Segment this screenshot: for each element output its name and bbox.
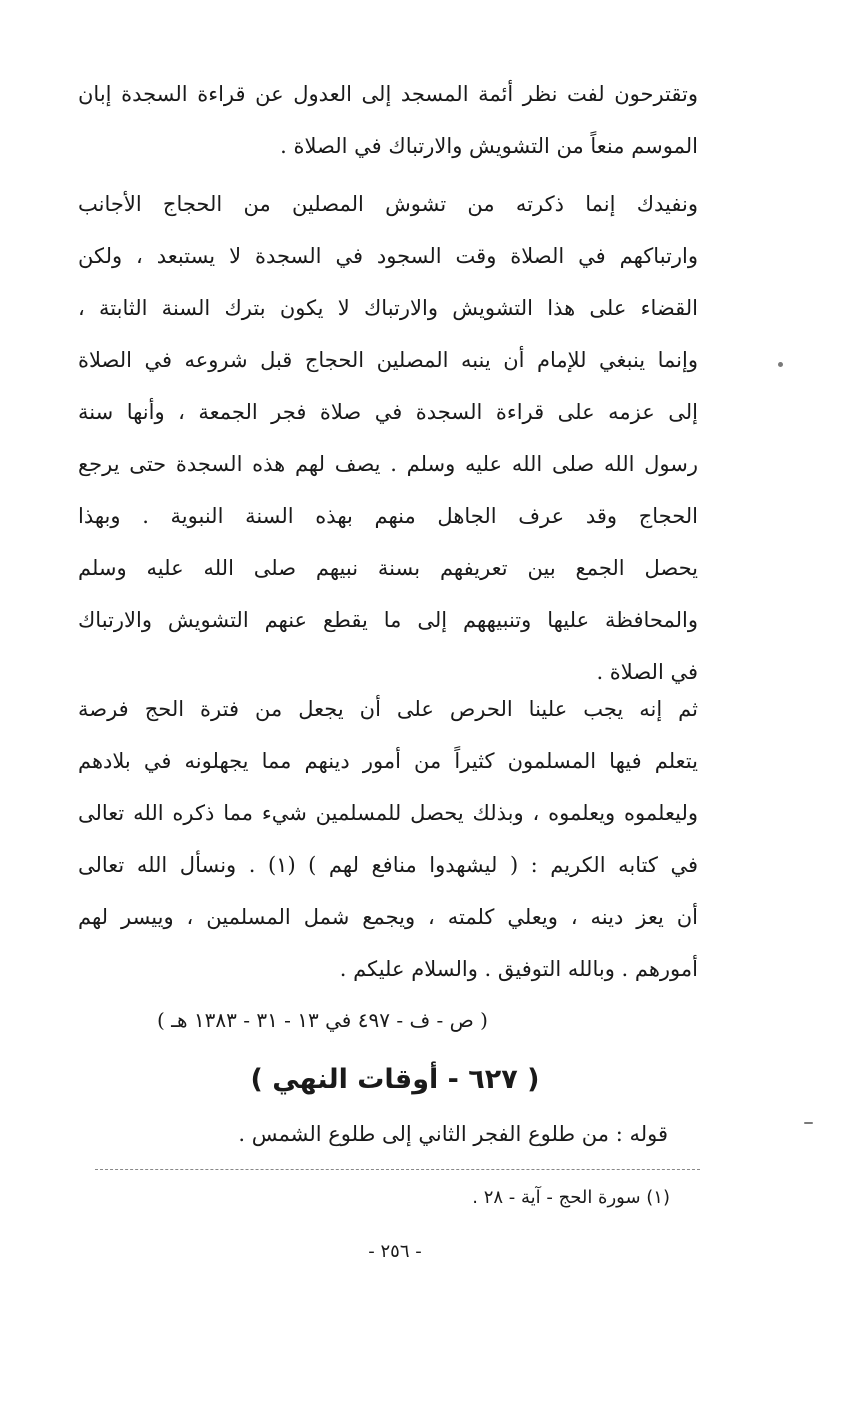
paragraph-line: وليعلموه ويعلموه ، وبذلك يحصل للمسلمين شيء مما ذكره الله تعالى <box>78 801 698 825</box>
footnote-divider <box>95 1169 700 1170</box>
paragraph-line: أمورهم . وبالله التوفيق . والسلام عليكم . <box>339 957 698 981</box>
footnote: (١) سورة الحج - آية - ٢٨ . <box>472 1187 670 1208</box>
paragraph-line: ونفيدك إنما ذكرته من تشوش المصلين من الحجاج الأجانب <box>78 192 698 216</box>
section-intro: قوله : من طلوع الفجر الثاني إلى طلوع الشمس . <box>238 1122 668 1146</box>
scan-speck <box>778 362 783 367</box>
paragraph-line: الحجاج وقد عرف الجاهل منهم بهذه السنة النبوية . وبهذا <box>78 504 698 528</box>
paragraph-3 <box>78 683 698 995</box>
paragraph-line: يتعلم فيها المسلمون كثيراً من أمور دينهم مما يجهلونه في بلادهم <box>78 749 698 773</box>
paragraph-line: ثم إنه يجب علينا الحرص على أن يجعل من فترة الحج فرصة <box>78 697 698 721</box>
fatwa-reference: ( ص - ف - ٤٩٧ في ١٣ - ٣١ - ١٣٨٣ هـ ) <box>156 1008 488 1032</box>
paragraph-line: إلى عزمه على قراءة السجدة في صلاة فجر الجمعة ، وأنها سنة <box>78 400 698 424</box>
paragraph-line: الموسم منعاً من التشويش والارتباك في الصلاة . <box>280 134 698 158</box>
paragraph-2 <box>78 178 698 698</box>
paragraph-line: القضاء على هذا التشويش والارتباك لا يكون بترك السنة الثابتة ، <box>78 296 698 320</box>
paragraph-line: وإنما ينبغي للإمام أن ينبه المصلين الحجاج قبل شروعه في الصلاة <box>78 348 698 372</box>
paragraph-line: يحصل الجمع بين تعريفهم بسنة نبيهم صلى الله عليه وسلم <box>78 556 698 580</box>
paragraph-line: والمحافظة عليها وتنبيههم إلى ما يقطع عنهم التشويش والارتباك <box>78 608 698 632</box>
paragraph-line: في كتابه الكريم : ( ليشهدوا منافع لهم ) (١) . ونسأل الله تعالى <box>78 853 698 877</box>
section-heading: ( ٦٢٧ - أوقات النهي ) <box>250 1064 540 1095</box>
paragraph-line: في الصلاة . <box>596 660 698 684</box>
paragraph-1 <box>78 68 698 172</box>
page-number: - ٢٥٦ - <box>368 1241 422 1262</box>
paragraph-line: وتقترحون لفت نظر أئمة المسجد إلى العدول عن قراءة السجدة إبان <box>78 82 698 106</box>
scan-speck <box>804 1122 813 1124</box>
paragraph-line: رسول الله صلى الله عليه وسلم . يصف لهم هذه السجدة حتى يرجع <box>78 452 698 476</box>
paragraph-line: أن يعز دينه ، ويعلي كلمته ، ويجمع شمل المسلمين ، وييسر لهم <box>78 905 698 929</box>
paragraph-line: وارتباكهم في الصلاة وقت السجود في السجدة لا يستبعد ، ولكن <box>78 244 698 268</box>
